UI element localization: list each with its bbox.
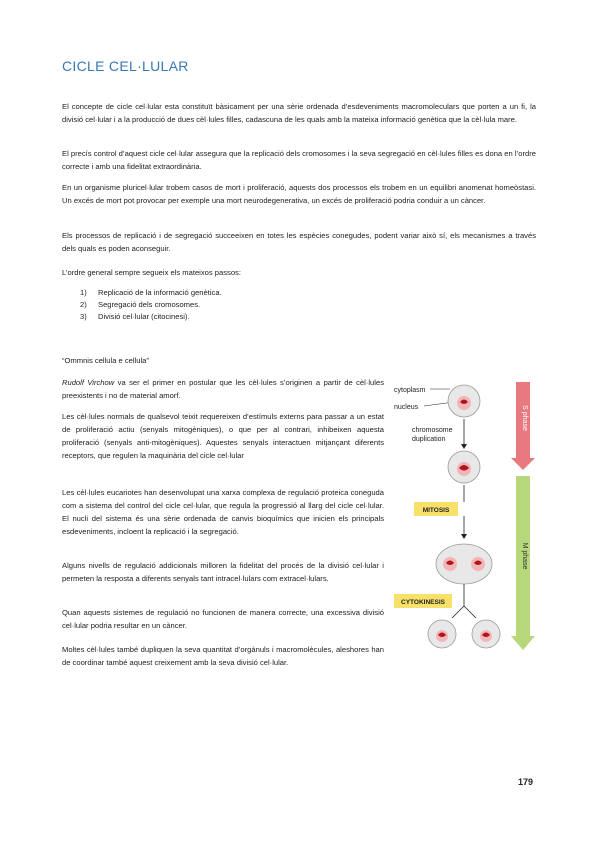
paragraph-processes: Els processos de replicació i de segregació succeeixen en totes les espècies conegudes, podent variar això sí, els mecanismes a través dels quals es poden aconseguir. xyxy=(62,231,536,253)
s-phase-label: S phase xyxy=(521,405,528,431)
cytoplasm-label: cytoplasm xyxy=(394,387,426,394)
paragraph-control-system: Les cèl·lules eucariotes han desenvolupat una xarxa complexa de regulació proteica coneguda com a sistema del control del cicle cel·lular, que regula la progressió al llarg del cicle cel·lular. El nucli del sistema és una sèrie ordenada de canvis bioquímics que inicien els principals esdeveniments, incloent la replicació i la segregació. xyxy=(62,488,384,536)
cell-cycle-figure xyxy=(392,374,540,664)
duplication-label-1: chromosome xyxy=(412,427,453,434)
paragraph-organelles: Moltes cèl·lules també dupliquen la seva quantitat d’orgànuls i macromolècules, aleshores han de coordinar també aquest creixement amb la seva divisió cel·lular. xyxy=(62,645,384,667)
paragraph-homeostasis: En un organisme pluricel·lular trobem casos de mort i proliferació, aquests dos processos els trobem en un equilibri anomenat homeòstasi. Un excés de mort pot provocar per exemple una mort neurodegenerativa, un excés de proliferació podria conduir a un càncer. xyxy=(62,183,536,205)
paragraph-virchow: Rudolf Virchow va ser el primer en postular que les cèl·lules s’originen a partir de cèl·lules preexistents i no de material amorf. xyxy=(62,378,384,400)
nucleus-label: nucleus xyxy=(394,404,419,411)
cell-duplicated xyxy=(448,451,480,483)
m-phase-arrow xyxy=(511,476,535,650)
list-item: 2) Segregació dels cromosomes. xyxy=(80,300,201,309)
paragraph-signals: Les cèl·lules normals de qualsevol teixit requereixen d’estímuls externs para passar a un estat de proliferació actiu (senyals mitogèniques), o que per al contrari, inhibeixen aquesta proliferació (senyals anti-mitogèniques). Aquestes senyals interactuen mitjançant diferents receptors, que regulen la maquinària del cicle cel·lular xyxy=(62,412,384,460)
cytokinesis-label: CYTOKINESIS xyxy=(401,599,445,606)
m-phase-arrow-head xyxy=(511,636,535,650)
s-phase-arrow-head xyxy=(511,458,535,470)
paragraph-cancer: Quan aquests sistemes de regulació no funcionen de manera correcte, una excessiva divisió cel·lular podria resultar en un càncer. xyxy=(62,608,384,630)
list-item: 1) Replicació de la informació genètica. xyxy=(80,288,222,297)
daughter-cell-right xyxy=(472,620,500,648)
quote: “Ommnis cellula e cellula” xyxy=(62,356,149,365)
cell-mitosis xyxy=(436,544,492,584)
list-item: 3) Divisió cel·lular (citocinesi). xyxy=(80,312,190,321)
cell-cycle-diagram xyxy=(392,374,540,664)
paragraph-intro: El concepte de cicle cel·lular esta constituït bàsicament per una sèrie ordenada d’esdeveniments macromoleculars que porten a un fi, la divisió cel·lular i a la producció de dues cèl·lules filles, cadascuna de les quals amb la mateixa informació genètica que la cèl·lula mare. xyxy=(62,102,536,124)
mitosis-label: MITOSIS xyxy=(422,507,450,514)
page-title: CICLE CEL·LULAR xyxy=(62,58,189,74)
duplication-label-2: duplication xyxy=(412,436,446,443)
steps-list xyxy=(80,287,222,323)
cell-interphase xyxy=(448,385,480,417)
page-number: 179 xyxy=(518,777,534,787)
daughter-cell-left xyxy=(428,620,456,648)
paragraph-control: El precís control d’aquest cicle cel·lular assegura que la replicació dels cromosomes i la seva segregació en cèl·lules filles es dona en l’ordre correcte i amb una fidelitat extraordinària. xyxy=(62,149,536,171)
m-phase-label: M phase xyxy=(521,542,528,570)
paragraph-regulation: Alguns nivells de regulació addicionals milloren la fidelitat del procés de la divisió cel·lular i permeten la resposta a diferents senyals tant intracel·lulars com extracel·lulars. xyxy=(62,561,384,583)
virchow-name: Rudolf Virchow xyxy=(62,378,115,387)
paragraph-order: L’ordre general sempre segueix els mateixos passos: xyxy=(62,268,241,277)
s-phase-arrow xyxy=(511,382,535,470)
